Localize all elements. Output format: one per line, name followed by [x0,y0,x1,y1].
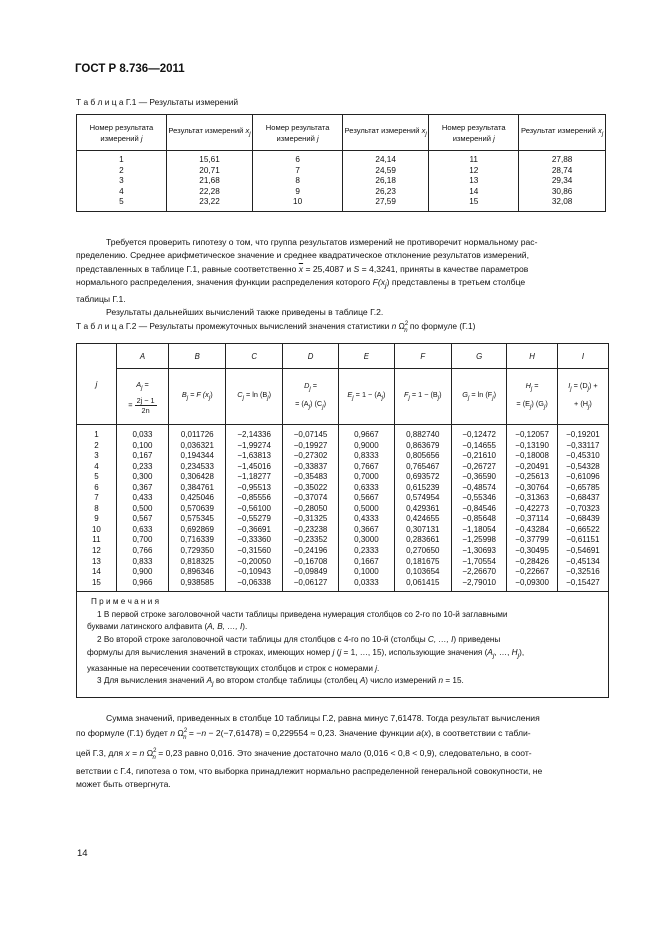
page-number: 14 [77,848,88,859]
table-body-row [77,151,606,212]
formulas-row [77,369,609,425]
column-I-values: −0,19201 −0,33117 −0,45310 −0,54328 −0,61096 −0,65785 −0,68437 −0,70323 −0,68439 −0,66522 −0,61151 −0,54691 −0,45134 −0,32516 −0,15427 [557,425,608,592]
column-j-values: 1 2 3 4 5 6 7 8 9 10 11 12 13 14 15 [77,425,117,592]
column-letter-C: C [226,344,282,369]
column-B-values: 0,011726 0,036321 0,194344 0,234533 0,306428 0,384761 0,425046 0,570639 0,575345 0,692869 0,716339 0,729350 0,818325 0,896346 0,938585 [169,425,226,592]
table2-caption: Т а б л и ц а Г.2 — Результаты промежуточных вычислений значения статистики n $\Omega^2_n$ по формуле (Г.1) [76,321,476,334]
intermediate-calculations-table [76,343,609,698]
document-header: ГОСТ Р 8.736—2011 [75,63,185,75]
column-letter-D: D [282,344,338,369]
column-letter-A: A [116,344,168,369]
header-result: Результат измерений $x_j$ [343,115,429,151]
column-G-values: −0,12472 −0,14655 −0,21610 −0,26727 −0,36590 −0,48574 −0,55346 −0,84546 −0,85648 −1,18054 −1,25998 −1,30693 −1,70554 −2,26670 −2,79010 [452,425,507,592]
measure-numbers-cell: 11 12 13 14 15 [429,151,519,212]
formula-B: $B_j = F$ $(x_j)$ [169,369,226,425]
column-letters-row [77,344,609,369]
column-letter-F: F [394,344,451,369]
measure-values-cell: 15,61 20,71 21,68 22,28 23,22 [166,151,252,212]
notes-title: П р и м е ч а н и я [91,597,160,607]
j-header: j [77,344,117,425]
conclusion-paragraph: Сумма значений, приведенных в столбце 10 таблицы Г.2, равна минус 7,61478. Тогда результат вычисления по формуле (Г.1) будет n $\Omega^2_n = -n - 2(-7,61478) = 0,229554 \approx 0,23$. Значение функции a(x), в соответствии с табли- цей Г.3, для x = n $\Omega^2_n = 0,23$ равно 0,016. Это значение достаточно мало (0,016 < 0,8 < 0,9), следовательно, в соот- ветствии с Г.4, гипотеза о том, что выборка принадлежит нормально распределенной генеральной совокупности, не может быть отвергнута. [76,713,543,790]
formula-H: $H_j$ = = $(E_j)$ $(G_j)$ [507,369,558,425]
formula-I: $I_j = (D_j)$ + + $(H_j)$ [557,369,608,425]
measurement-results-table [76,114,606,212]
header-measure-number: Номер результата измерений j [253,115,343,151]
measure-numbers-cell: 6 7 8 9 10 [253,151,343,212]
formula-F: $F_j = 1 - (B_j)$ [394,369,451,425]
formula-G: $G_j = \ln (F_j)$ [452,369,507,425]
column-D-values: −0,07145 −0,19927 −0,27302 −0,33837 −0,35483 −0,35022 −0,37074 −0,28050 −0,31325 −0,23238 −0,23352 −0,24196 −0,16708 −0,09849 −0,06127 [282,425,338,592]
hypothesis-paragraph: Требуется проверить гипотезу о том, что группа результатов измерений не противоречит нормальному рас- пределению. Среднее арифметическое значение и среднее квадратическое отклонение результатов измерений, представленных в таблице Г.1, равные соответственно $\overline{x} = 25,4087$ и S = 4,3241, приняты в качестве параметров нормального распределения, значения функции распределения которого $F(x_j)$ представлены в третьем столбце таблицы Г.1. Результаты дальнейших вычислений также приведены в таблице Г.2. [76,237,538,318]
measure-values-cell: 27,88 28,74 29,34 30,86 32,08 [519,151,606,212]
note-2: 2 Во второй строке заголовочной части таблицы для столбцов с 4-го по 10-й (столбцы C, …, I) приведены формулы для вычисления значений в строках, имеющих номер j (j = 1, …, 15), использующие значения ($A_j$, …, $H_j$), указанные на пересечении соответствующих столбцов и строк с номерами j. [87,634,525,673]
formula-E: $E_j = 1 - (A_j)$ [339,369,394,425]
formula-D: $D_j$ = = $(A_j)$ $(C_j)$ [282,369,338,425]
table-notes [77,592,609,697]
column-C-values: −2,14336 −1,99274 −1,63813 −1,45016 −1,18277 −0,95513 −0,85556 −0,56100 −0,55279 −0,36691 −0,33360 −0,31560 −0,20050 −0,10943 −0,06338 [226,425,282,592]
measure-numbers-cell: 1 2 3 4 5 [77,151,167,212]
header-measure-number: Номер результата измерений j [77,115,167,151]
measure-values-cell: 24,14 24,59 26,18 26,23 27,59 [343,151,429,212]
column-letter-E: E [339,344,394,369]
note-1: 1 В первой строке заголовочной части таблицы приведена нумерация столбцов со 2-го по 10-й заглавными буквами латинского алфавита (A, B, …, I). [87,609,508,632]
table-header-row [77,115,606,151]
column-letter-I: I [557,344,608,369]
formula-C: $C_j = \ln (B_j)$ [226,369,282,425]
note-3: 3 Для вычисления значений $A_j$ во втором столбце таблицы (столбец A) число измерений n = 15. [97,676,464,689]
column-letter-G: G [452,344,507,369]
column-A-values: 0,033 0,100 0,167 0,233 0,300 0,367 0,433 0,500 0,567 0,633 0,700 0,766 0,833 0,900 0,966 [116,425,168,592]
column-letter-H: H [507,344,558,369]
data-row [77,425,609,592]
notes-row [77,592,609,697]
column-H-values: −0,12057 −0,13190 −0,18008 −0,20491 −0,25613 −0,30764 −0,31363 −0,42273 −0,37114 −0,43284 −0,37799 −0,30495 −0,28426 −0,22667 −0,09300 [507,425,558,592]
header-result: Результат измерений $x_j$ [166,115,252,151]
table1-caption: Т а б л и ц а Г.1 — Результаты измерений [76,97,239,107]
column-E-values: 0,9667 0,9000 0,8333 0,7667 0,7000 0,6333 0,5667 0,5000 0,4333 0,3667 0,3000 0,2333 0,1667 0,1000 0,0333 [339,425,394,592]
column-letter-B: B [169,344,226,369]
column-F-values: 0,882740 0,863679 0,805656 0,765467 0,693572 0,615239 0,574954 0,429361 0,424655 0,307131 0,283661 0,270650 0,181675 0,103654 0,061415 [394,425,451,592]
formula-A: $A_j$ = = $\frac{2j - 1}{2n}$ [116,369,168,425]
header-measure-number: Номер результата измерений j [429,115,519,151]
header-result: Результат измерений $x_j$ [519,115,606,151]
